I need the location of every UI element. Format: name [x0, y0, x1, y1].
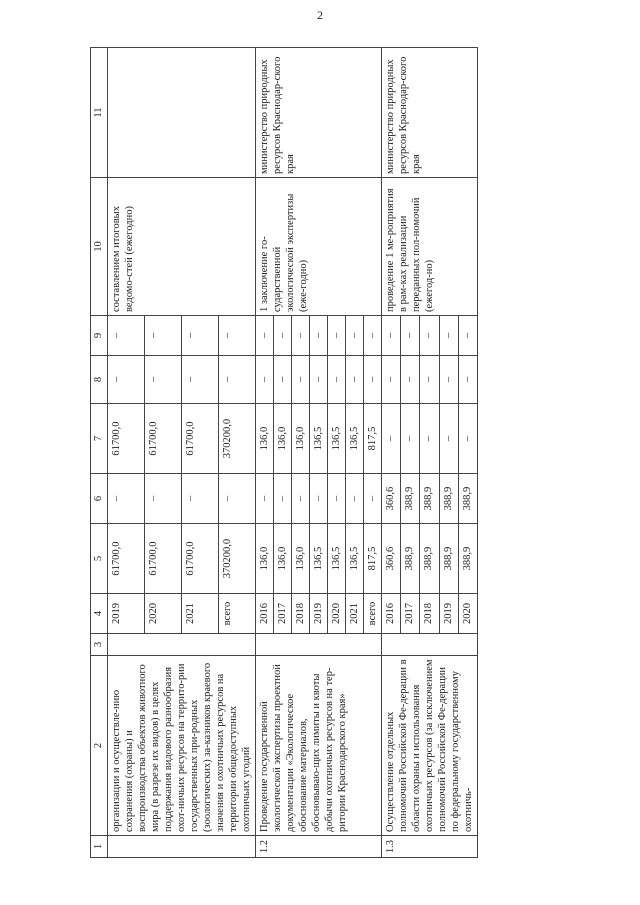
table-cell: всего: [364, 594, 382, 634]
table-cell: –: [328, 316, 346, 356]
col-header: 4: [91, 594, 108, 634]
header-row: [91, 48, 108, 858]
table-cell: 2018: [292, 594, 310, 634]
table-cell: 388,9: [458, 474, 477, 524]
table-cell: министерство природных ресурсов Краснодар-ского края: [382, 48, 478, 178]
table-cell: 136,5: [310, 404, 328, 474]
table-cell: –: [182, 356, 219, 404]
table-cell: –: [420, 316, 439, 356]
table-cell: –: [382, 356, 401, 404]
table-cell: –: [256, 356, 274, 404]
table-cell: –: [145, 474, 182, 524]
table-cell: 2016: [382, 594, 401, 634]
table-cell: 388,9: [420, 474, 439, 524]
table-cell: –: [108, 316, 145, 356]
table-cell: 1.3: [382, 836, 478, 858]
table-cell: 136,0: [292, 404, 310, 474]
table-cell: 61700,0: [182, 524, 219, 594]
table-cell: 370200,0: [219, 404, 256, 474]
table-cell: 136,0: [274, 524, 292, 594]
table-cell: 136,0: [274, 404, 292, 474]
table-cell: 61700,0: [145, 524, 182, 594]
table-cell: –: [401, 356, 420, 404]
table-cell: –: [346, 356, 364, 404]
table-cell: 136,5: [328, 524, 346, 594]
table-cell: Осуществление отдельных полномочий Российской Фе-дерации в области охраны и использования охотничьих ресурсов (за исключением полномочий Российской Фе-дерации по федеральному государственному охотничь-: [382, 656, 478, 836]
col-header: 1: [91, 836, 108, 858]
table-cell: 388,9: [401, 524, 420, 594]
table-cell: –: [439, 316, 458, 356]
table-cell: 817,5: [364, 524, 382, 594]
table-cell: –: [458, 404, 477, 474]
table-cell: [108, 634, 256, 656]
table-cell: 1.2: [256, 836, 382, 858]
rotated-table-area: [90, 48, 635, 858]
table-cell: [382, 634, 478, 656]
table-cell: 136,5: [310, 524, 328, 594]
col-header: 7: [91, 404, 108, 474]
table-cell: 2019: [108, 594, 145, 634]
table-cell: –: [420, 404, 439, 474]
table-cell: –: [364, 356, 382, 404]
table-cell: 61700,0: [182, 404, 219, 474]
table-cell: 370200,0: [219, 524, 256, 594]
table-cell: –: [346, 474, 364, 524]
table-cell: –: [401, 404, 420, 474]
table-cell: –: [310, 316, 328, 356]
table-cell: 2016: [256, 594, 274, 634]
table-cell: [108, 48, 256, 178]
table-cell: –: [328, 474, 346, 524]
table-cell: –: [439, 356, 458, 404]
table-cell: 1 заключение го-сударственной экологической экспертизы (еже-годно): [256, 178, 382, 316]
table-cell: 136,0: [256, 404, 274, 474]
table-cell: 388,9: [439, 474, 458, 524]
table-cell: [108, 836, 256, 858]
table-cell: 388,9: [401, 474, 420, 524]
table-cell: 2021: [346, 594, 364, 634]
table-cell: 61700,0: [145, 404, 182, 474]
table-cell: –: [274, 316, 292, 356]
col-header: 8: [91, 356, 108, 404]
table-cell: –: [145, 316, 182, 356]
table-cell: 2019: [310, 594, 328, 634]
table-cell: –: [310, 474, 328, 524]
table-cell: –: [382, 404, 401, 474]
table-cell: 136,5: [346, 524, 364, 594]
table-cell: 2017: [274, 594, 292, 634]
table-cell: –: [256, 316, 274, 356]
table-cell: –: [458, 316, 477, 356]
table-cell: –: [292, 474, 310, 524]
program-table: [90, 47, 478, 858]
table-cell: –: [219, 356, 256, 404]
table-cell: –: [364, 316, 382, 356]
table-cell: 136,0: [292, 524, 310, 594]
col-header: 3: [91, 634, 108, 656]
col-header: 5: [91, 524, 108, 594]
table-cell: 360,6: [382, 474, 401, 524]
table-cell: 61700,0: [108, 524, 145, 594]
col-header: 6: [91, 474, 108, 524]
table-row: [256, 48, 274, 858]
table-cell: –: [364, 474, 382, 524]
col-header: 2: [91, 656, 108, 836]
table-cell: 2020: [328, 594, 346, 634]
table-cell: –: [256, 474, 274, 524]
col-header: 10: [91, 178, 108, 316]
table-cell: –: [274, 474, 292, 524]
table-cell: –: [219, 474, 256, 524]
table-cell: –: [458, 356, 477, 404]
table-cell: –: [328, 356, 346, 404]
table-cell: –: [182, 316, 219, 356]
table-cell: 817,5: [364, 404, 382, 474]
table-cell: 2019: [439, 594, 458, 634]
table-cell: 2017: [401, 594, 420, 634]
table-cell: 136,5: [328, 404, 346, 474]
table-cell: 2021: [182, 594, 219, 634]
table-cell: –: [108, 474, 145, 524]
col-header: 9: [91, 316, 108, 356]
table-cell: 360,6: [382, 524, 401, 594]
table-row: [108, 48, 145, 858]
table-cell: –: [182, 474, 219, 524]
table-cell: –: [219, 316, 256, 356]
table-cell: 388,9: [458, 524, 477, 594]
table-cell: 136,0: [256, 524, 274, 594]
table-cell: –: [401, 316, 420, 356]
table-cell: –: [420, 356, 439, 404]
table-cell: 2020: [145, 594, 182, 634]
table-cell: –: [346, 316, 364, 356]
table-cell: 388,9: [420, 524, 439, 594]
table-cell: –: [274, 356, 292, 404]
table-cell: всего: [219, 594, 256, 634]
table-cell: министерство природных ресурсов Краснодар-ского края: [256, 48, 382, 178]
table-cell: составлением итоговых ведомо-стей (ежегодно): [108, 178, 256, 316]
col-header: 11: [91, 48, 108, 178]
table-cell: –: [382, 316, 401, 356]
table-cell: 2020: [458, 594, 477, 634]
table-cell: 136,5: [346, 404, 364, 474]
table-cell: –: [310, 356, 328, 404]
table-cell: 2018: [420, 594, 439, 634]
page-number: 2: [317, 8, 323, 22]
table-row: [382, 48, 401, 858]
table-cell: [256, 634, 382, 656]
table-cell: 388,9: [439, 524, 458, 594]
table-cell: –: [108, 356, 145, 404]
table-cell: –: [145, 356, 182, 404]
table-cell: 61700,0: [108, 404, 145, 474]
table-cell: –: [292, 356, 310, 404]
table-cell: Проведение государственной экологической экспертизы проектной документации «Экологическое обоснование материалов, обосновываю-щих лимиты и квоты добычи охотничьих ресурсов на тер-ритории Краснодарского края»: [256, 656, 382, 836]
table-cell: организации и осуществле-нию сохранения (охраны) и воспроизводства объектов животного мира (в разрезе их видов) в целях поддержания видового разнообразия охот-ничьих ресурсов на террито-рии государственных при-родных (зоологических) за-казников краевого значения и охотничьих ресурсов на территории общедоступных охотничьих угодий: [108, 656, 256, 836]
table-cell: проведение 1 ме-роприятия в рам-ках реализации переданных пол-номочий (ежегод-но): [382, 178, 478, 316]
table-cell: –: [292, 316, 310, 356]
table-cell: –: [439, 404, 458, 474]
